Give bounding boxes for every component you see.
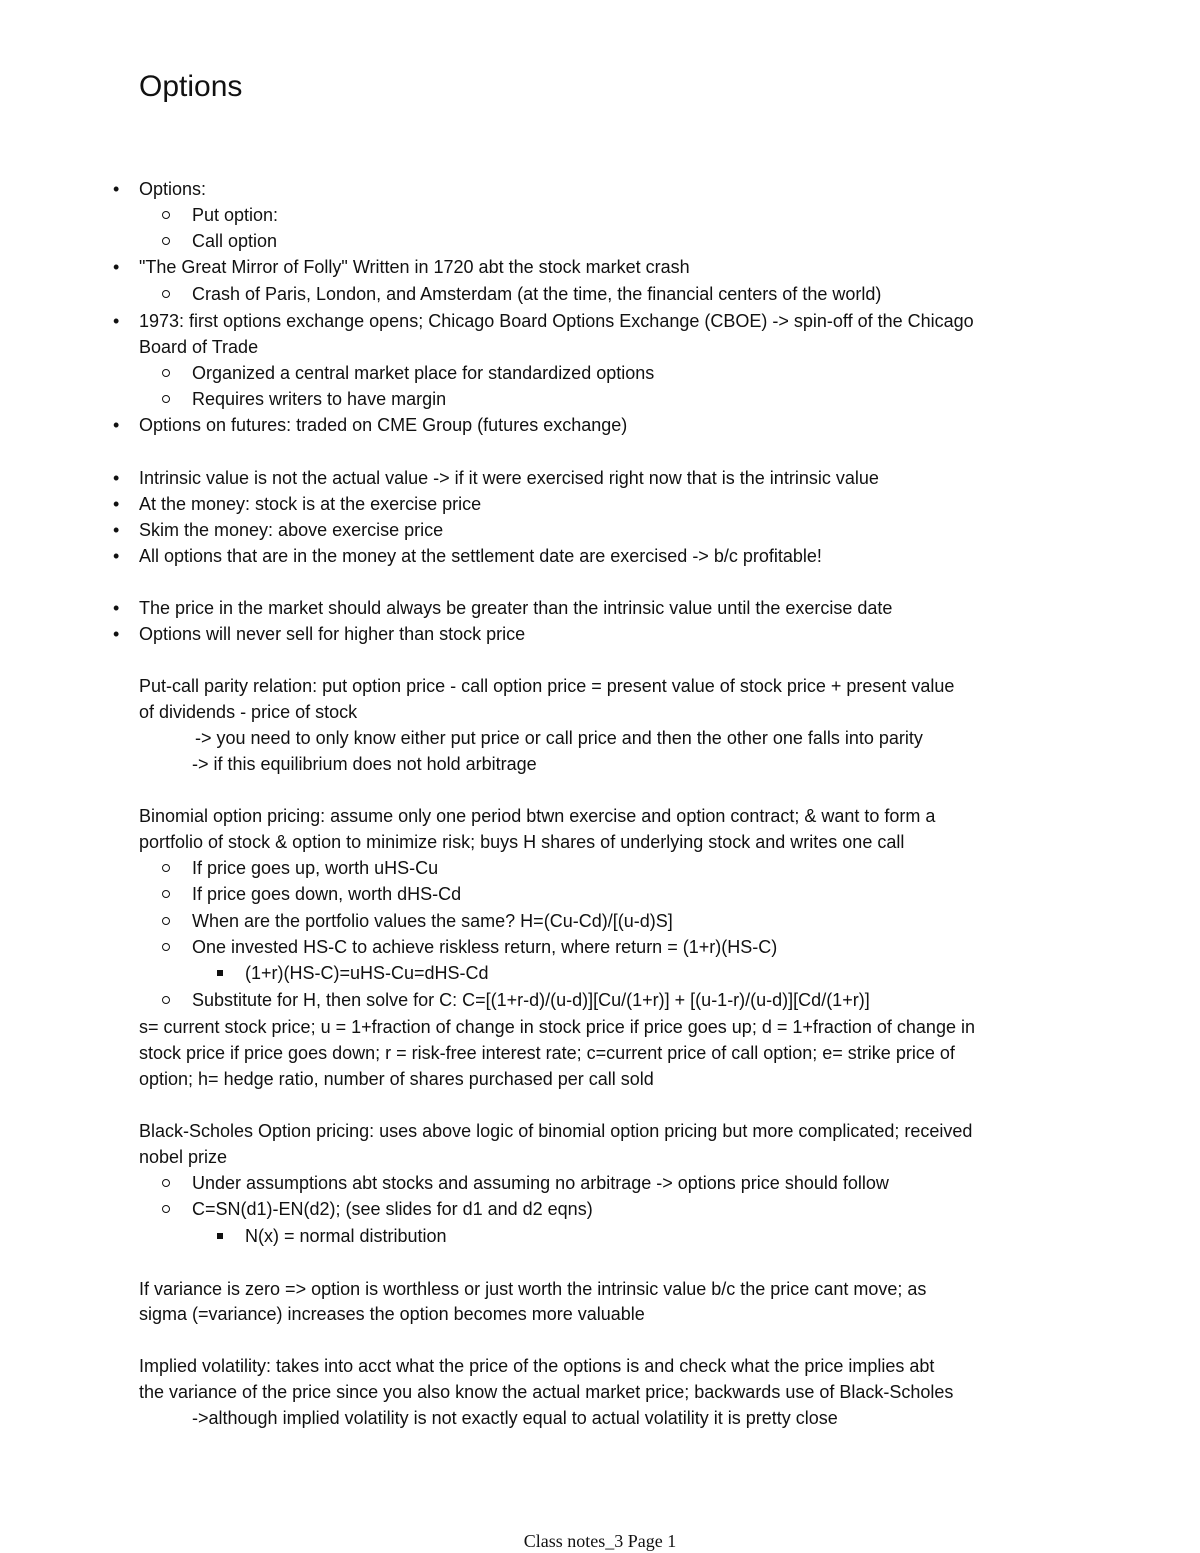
sub-bullet-line: One invested HS-C to achieve riskless return, where return = (1+r)(HS-C): [192, 934, 777, 960]
sub-bullet-line: When are the portfolio values the same? H=(Cu-Cd)/[(u-d)S]: [192, 908, 673, 934]
paragraph-line: the variance of the price since you also know the actual market price; backwards use of Black-Scholes: [139, 1382, 954, 1402]
bullet-line: • Options:: [139, 176, 206, 202]
paragraph-line: Black-Scholes Option pricing: uses above logic of binomial option pricing but more complicated; received: [139, 1121, 973, 1141]
paragraph-line: of dividends - price of stock: [139, 702, 358, 722]
bullet-line: • "The Great Mirror of Folly" Written in 1720 abt the stock market crash: [139, 254, 690, 280]
bullet-line: • 1973: first options exchange opens; Chicago Board Options Exchange (CBOE) -> spin-off of the Chicago: [139, 308, 974, 334]
bullet-line: • At the money: stock is at the exercise price: [139, 491, 481, 517]
paragraph-line: Binomial option pricing: assume only one period btwn exercise and option contract; & want to form a: [139, 806, 936, 826]
indented-line: ->although implied volatility is not exactly equal to actual volatility it is pretty close: [192, 1408, 838, 1428]
page-title: Options: [139, 70, 243, 103]
paragraph-line: option; h= hedge ratio, number of shares purchased per call sold: [139, 1069, 654, 1089]
bullet-line: • Options will never sell for higher than stock price: [139, 621, 525, 647]
bullet-line: • Options on futures: traded on CME Group (futures exchange): [139, 412, 627, 438]
sub-bullet-line: Requires writers to have margin: [192, 386, 446, 412]
paragraph-line: sigma (=variance) increases the option becomes more valuable: [139, 1304, 645, 1324]
bullet-line: • Skim the money: above exercise price: [139, 517, 443, 543]
sub-sub-bullet-line: (1+r)(HS-C)=uHS-Cu=dHS-Cd: [245, 960, 489, 986]
sub-bullet-line: Put option:: [192, 202, 278, 228]
paragraph-line: stock price if price goes down; r = risk-free interest rate; c=current price of call option; e= strike price of: [139, 1043, 955, 1063]
bullet-line: • The price in the market should always be greater than the intrinsic value until the exercise date: [139, 595, 892, 621]
sub-bullet-line: If price goes down, worth dHS-Cd: [192, 881, 461, 907]
paragraph-line: portfolio of stock & option to minimize risk; buys H shares of underlying stock and writes one call: [139, 832, 905, 852]
paragraph-line: Implied volatility: takes into acct what the price of the options is and check what the price implies abt: [139, 1356, 935, 1376]
paragraph-line: nobel prize: [139, 1147, 228, 1167]
sub-bullet-line: If price goes up, worth uHS-Cu: [192, 855, 438, 881]
sub-bullet-line: Call option: [192, 228, 277, 254]
sub-bullet-line: Under assumptions abt stocks and assuming no arbitrage -> options price should follow: [192, 1170, 889, 1196]
sub-bullet-line: Substitute for H, then solve for C: C=[(1+r-d)/(u-d)][Cu/(1+r)] + [(u-1-r)/(u-d)][Cd/(1+r)]: [192, 987, 870, 1013]
bullet-continuation: Board of Trade: [139, 337, 259, 357]
page-footer: Class notes_3 Page 1: [523, 1531, 677, 1551]
bullet-line: • All options that are in the money at the settlement date are exercised -> b/c profitable!: [139, 543, 822, 569]
indented-line: -> you need to only know either put price or call price and then the other one falls into parity: [195, 728, 923, 748]
bullet-line: • Intrinsic value is not the actual value -> if it were exercised right now that is the intrinsic value: [139, 465, 879, 491]
sub-sub-bullet-line: N(x) = normal distribution: [245, 1223, 447, 1249]
sub-bullet-line: Crash of Paris, London, and Amsterdam (at the time, the financial centers of the world): [192, 281, 881, 307]
indented-line: -> if this equilibrium does not hold arbitrage: [192, 754, 537, 774]
paragraph-line: s= current stock price; u = 1+fraction of change in stock price if price goes up; d = 1+fraction of change in: [139, 1017, 975, 1037]
sub-bullet-line: Organized a central market place for standardized options: [192, 360, 654, 386]
paragraph-line: If variance is zero => option is worthless or just worth the intrinsic value b/c the price cant move; as: [139, 1279, 927, 1299]
sub-bullet-line: C=SN(d1)-EN(d2); (see slides for d1 and d2 eqns): [192, 1196, 593, 1222]
paragraph-line: Put-call parity relation: put option price - call option price = present value of stock price + present value: [139, 676, 955, 696]
